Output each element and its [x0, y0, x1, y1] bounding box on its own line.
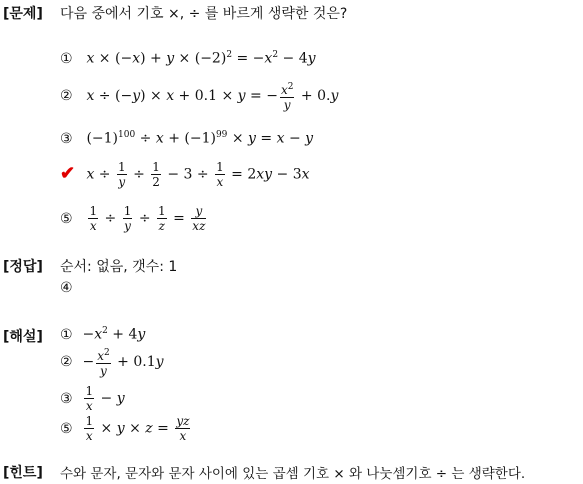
answer-value: ④	[60, 280, 73, 296]
solution-1: ① $-x^2 + 4y$	[60, 326, 146, 343]
option-4: ✔ x ÷ $\frac{1}{y}$ ÷ $\frac{1}{2}$ − 3 ÷ $\frac{1}{x}$ = 2xy − 3x	[60, 160, 310, 189]
option-5: ⑤ $\frac{1}{x}$ ÷ $\frac{1}{y}$ ÷ $\frac{1}{z}$ = $\frac{y}{xz}$	[60, 204, 206, 233]
option-1-marker: ①	[60, 50, 73, 67]
answer-line: 순서: 없음, 갯수: 1	[60, 259, 178, 275]
option-2-marker: ②	[60, 88, 73, 104]
solution-2-marker: ②	[60, 354, 73, 370]
question-text: 다음 중에서 기호 ×, ÷ 를 바르게 생략한 것은?	[60, 6, 348, 22]
solution-tag: [해설]	[3, 329, 43, 345]
option-5-marker: ⑤	[60, 210, 73, 227]
solution-2: ② − $\frac{x^2}{y}$ + 0.1y	[60, 348, 164, 378]
hint-tag: [힌트]	[3, 465, 43, 481]
checkmark-icon: ✔	[60, 162, 76, 184]
option-3: ③ $(-1)^{100} \div x + (-1)^{99} \times y = x - y$	[60, 130, 314, 147]
solution-3-marker: ③	[60, 390, 73, 407]
solution-1-marker: ①	[60, 326, 73, 343]
solution-5: ⑤ $\frac{1}{x}$ × y × z = $\frac{yz}{x}$	[60, 414, 190, 443]
option-2: ② x ÷ (−y) × x + 0.1 × y = − $\frac{x^2}{y}$ + 0.y	[60, 82, 339, 112]
hint-text: 수와 문자, 문자와 문자 사이에 있는 곱셈 기호 × 와 나눗셈기호 ÷ 는 생략한다.	[60, 466, 526, 482]
solution-3: ③ $\frac{1}{x}$ − y	[60, 384, 125, 413]
solution-5-marker: ⑤	[60, 420, 73, 437]
option-1: ① $x \times (-x) + y \times (-2)^2 = -x^2 - 4y$	[60, 50, 316, 67]
problem-tag: [문제]	[3, 6, 43, 22]
answer-tag: [정답]	[3, 259, 43, 275]
option-3-marker: ③	[60, 130, 73, 147]
